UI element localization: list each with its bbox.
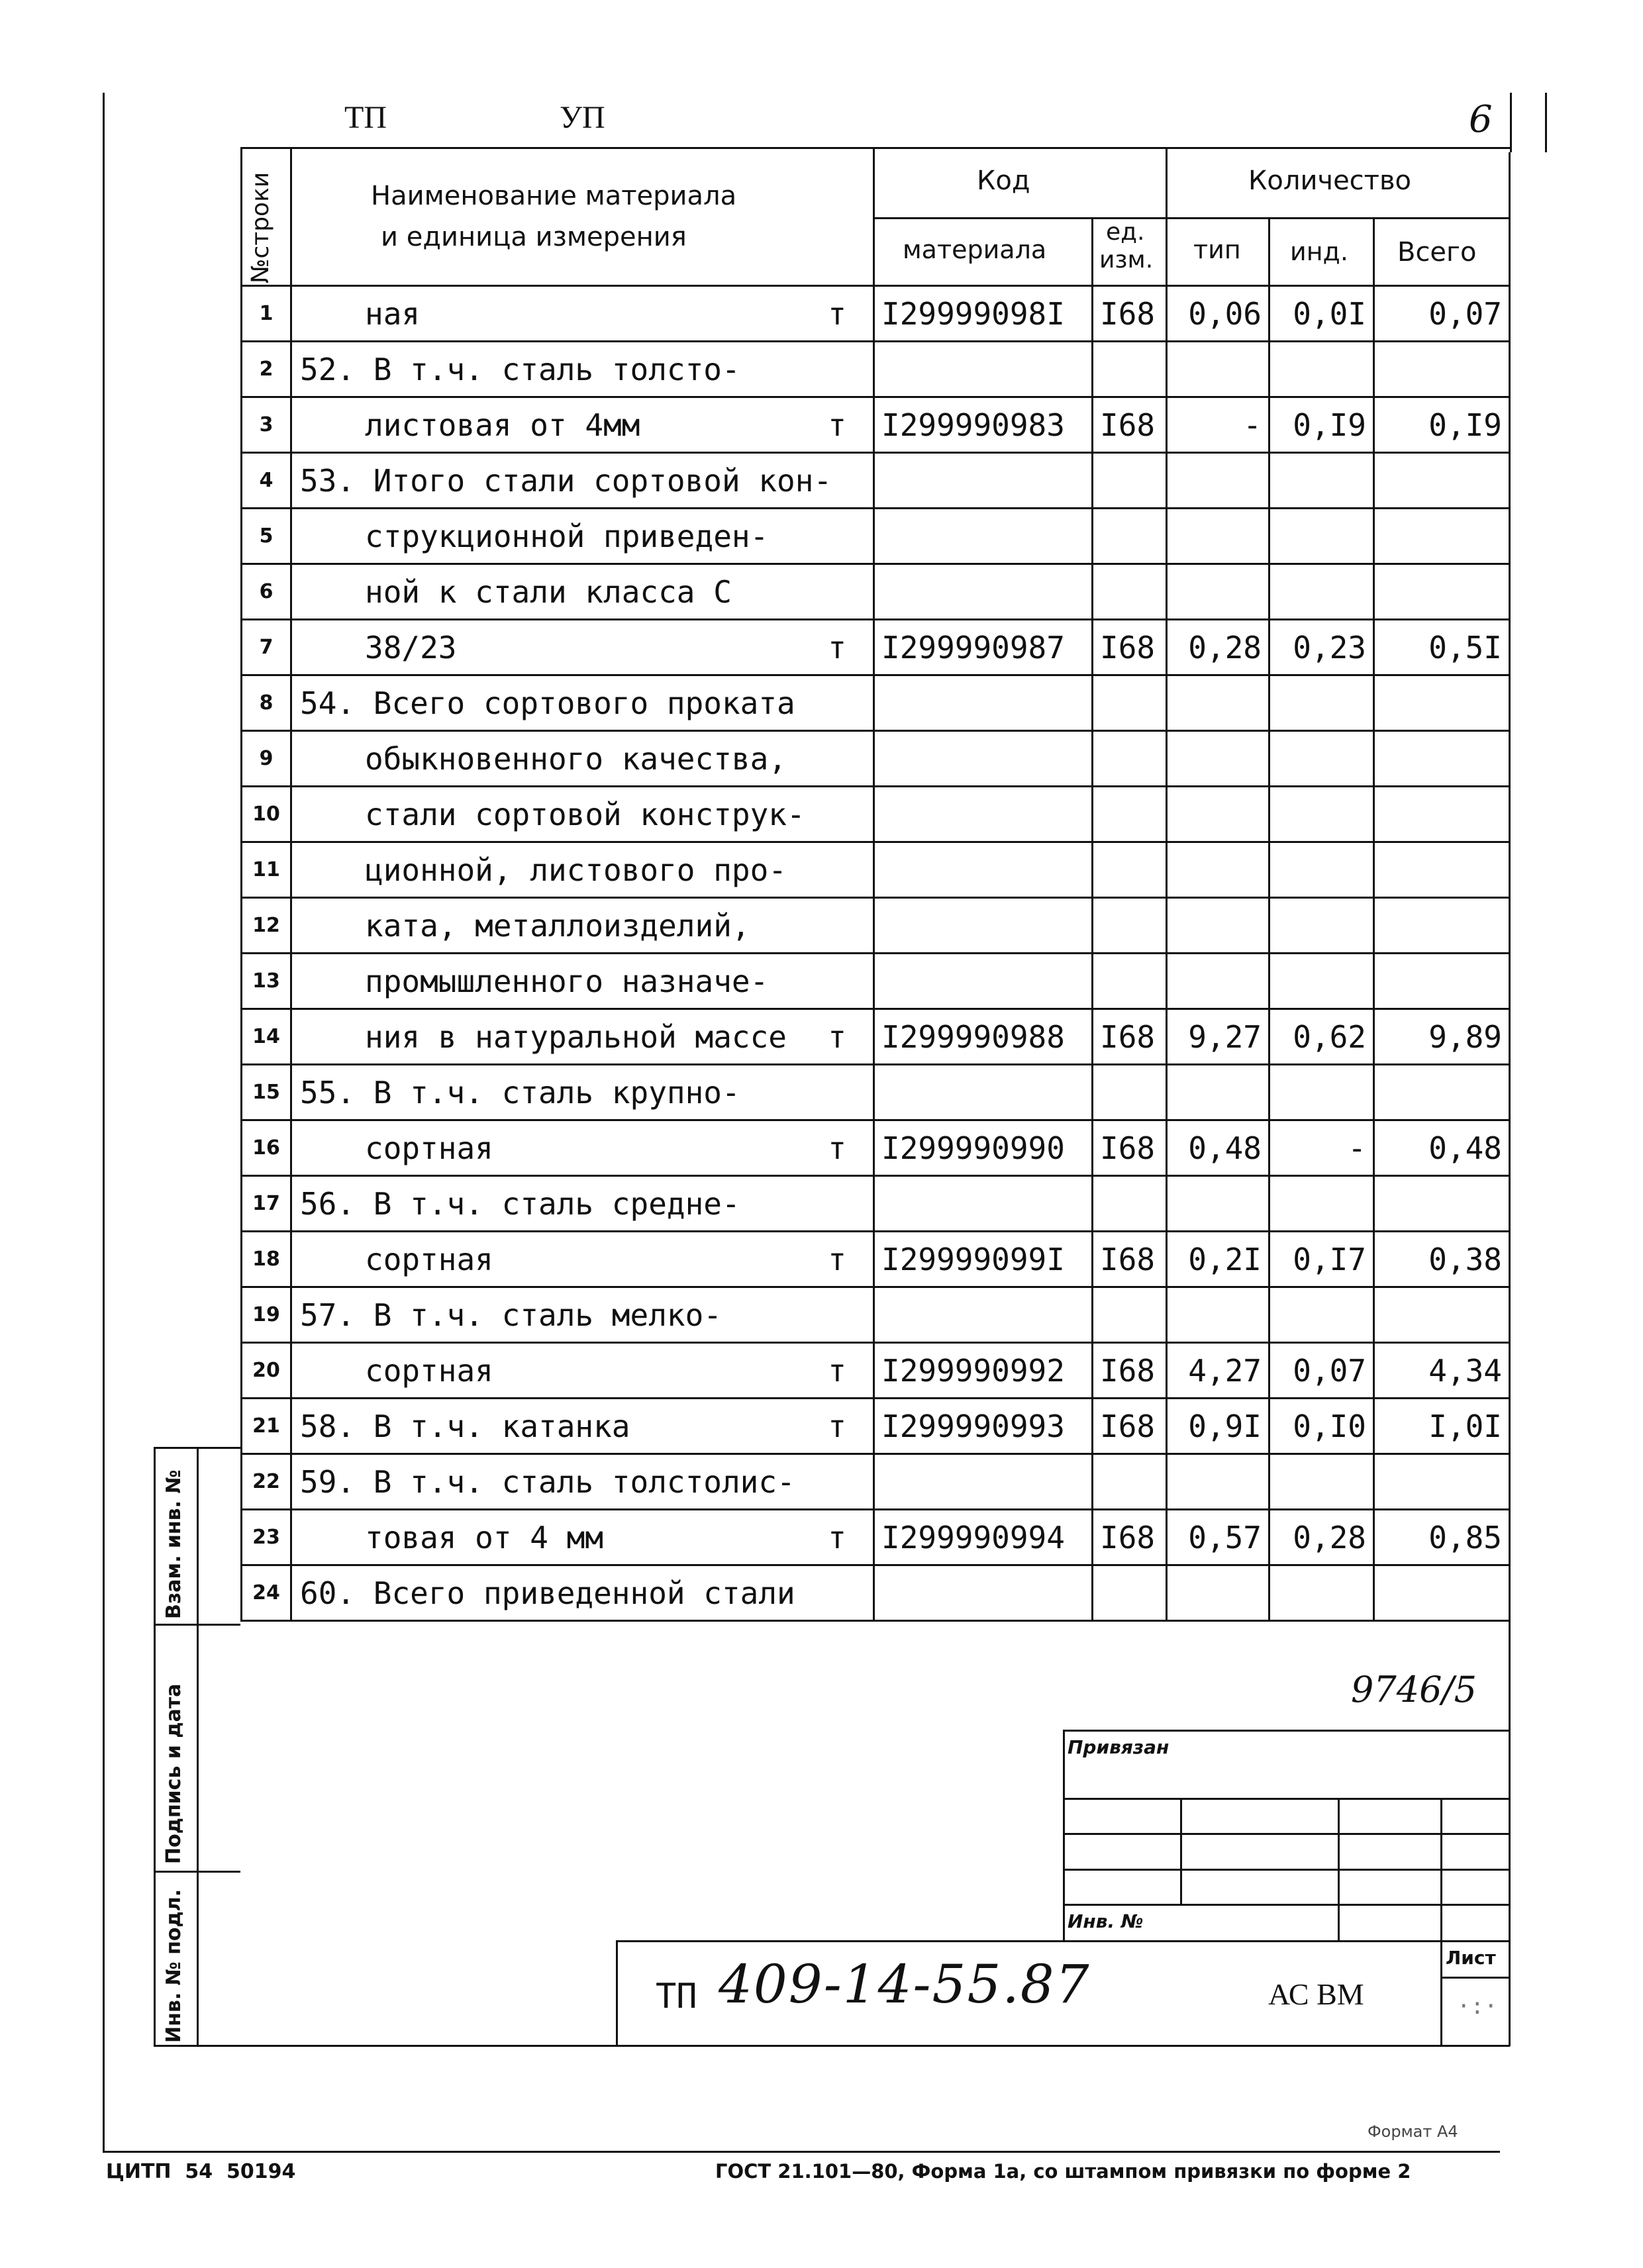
unit-code — [1093, 787, 1167, 842]
footer-right: ГОСТ 21.101—80, Форма 1а, со штампом привязки по форме 2 — [715, 2160, 1411, 2183]
unit-code — [1093, 731, 1167, 787]
qty-ind — [1270, 1176, 1374, 1232]
unit-code: I68 — [1093, 286, 1167, 342]
unit-code: I68 — [1093, 397, 1167, 453]
material-code — [874, 787, 1093, 842]
unit-code — [1093, 342, 1167, 397]
material-name: стали сортовой конструк- — [365, 796, 805, 832]
header-total: Всего — [1397, 237, 1477, 268]
unit-code — [1093, 509, 1167, 564]
unit-code — [1093, 1454, 1167, 1510]
material-name-cell — [291, 453, 874, 509]
row-number: 6 — [242, 564, 291, 620]
material-code: I299990994 — [874, 1510, 1093, 1565]
qty-typ — [1167, 342, 1270, 397]
material-name: сортная — [365, 1241, 493, 1277]
material-code — [874, 1565, 1093, 1621]
qty-typ: 0,9I — [1167, 1399, 1270, 1454]
material-name: 55. В т.ч. сталь крупно- — [300, 1074, 740, 1110]
material-code — [874, 1454, 1093, 1510]
material-code — [874, 842, 1093, 898]
material-name-cell — [291, 842, 874, 898]
qty-typ — [1167, 453, 1270, 509]
material-name: листовая от 4мм — [365, 407, 640, 443]
row-number: 12 — [242, 898, 291, 954]
side-block-mid — [197, 1447, 199, 2046]
left-frame-line — [103, 93, 105, 2152]
qty-ind — [1270, 675, 1374, 731]
qty-typ — [1167, 1287, 1270, 1343]
table-row — [242, 1287, 1510, 1343]
unit-code: I68 — [1093, 1343, 1167, 1399]
qty-total — [1374, 1565, 1510, 1621]
material-code — [874, 1287, 1093, 1343]
qty-typ — [1167, 564, 1270, 620]
table-row — [242, 787, 1510, 842]
material-name: 54. Всего сортового проката — [300, 685, 795, 721]
row-number: 8 — [242, 675, 291, 731]
material-name-cell — [291, 1232, 874, 1287]
material-name-cell — [291, 1009, 874, 1065]
qty-typ — [1167, 509, 1270, 564]
qty-total — [1374, 898, 1510, 954]
material-name: 60. Всего приведенной стали — [300, 1575, 795, 1611]
unit-code — [1093, 1065, 1167, 1120]
qty-total — [1374, 564, 1510, 620]
header-col-3 — [873, 147, 875, 286]
title-block-top — [616, 1940, 1510, 1942]
row-number: 19 — [242, 1287, 291, 1343]
table-row — [242, 397, 1510, 453]
header-col-6 — [1268, 217, 1270, 286]
qty-ind — [1270, 1565, 1374, 1621]
qty-total: 9,89 — [1374, 1009, 1510, 1065]
qty-typ — [1167, 1454, 1270, 1510]
vzam-inv-label: Взам. инв. № — [162, 1469, 185, 1619]
qty-total — [1374, 1176, 1510, 1232]
qty-ind — [1270, 453, 1374, 509]
side-block-left — [154, 1447, 156, 2046]
material-name-cell — [291, 342, 874, 397]
unit-code: I68 — [1093, 620, 1167, 675]
qty-total: 0,85 — [1374, 1510, 1510, 1565]
material-code: I299990992 — [874, 1343, 1093, 1399]
header-unit-line1: ед. — [1106, 219, 1145, 246]
header-code: Код — [977, 166, 1030, 196]
unit-code — [1093, 453, 1167, 509]
qty-typ — [1167, 1065, 1270, 1120]
material-name-cell — [291, 954, 874, 1009]
qty-typ: 0,28 — [1167, 620, 1270, 675]
table-row — [242, 675, 1510, 731]
unit-label: т — [828, 1130, 846, 1166]
row-number: 3 — [242, 397, 291, 453]
material-code — [874, 731, 1093, 787]
header-ind: инд. — [1290, 237, 1348, 266]
table-row — [242, 453, 1510, 509]
row-number: 2 — [242, 342, 291, 397]
row-number: 23 — [242, 1510, 291, 1565]
qty-typ: 0,57 — [1167, 1510, 1270, 1565]
row-number: 13 — [242, 954, 291, 1009]
material-name-cell — [291, 620, 874, 675]
material-code — [874, 342, 1093, 397]
sheet-box-mid — [1440, 1977, 1510, 1979]
material-name: 56. В т.ч. сталь средне- — [300, 1185, 740, 1222]
qty-typ — [1167, 1565, 1270, 1621]
material-name-cell — [291, 675, 874, 731]
header-col-1 — [240, 147, 242, 286]
row-number: 17 — [242, 1176, 291, 1232]
header-unit-line2: изм. — [1099, 246, 1154, 273]
material-name: обыкновенного качества, — [365, 740, 787, 777]
qty-ind: 0,I9 — [1270, 397, 1374, 453]
privyazan-row1 — [1063, 1798, 1510, 1800]
table-row — [242, 1399, 1510, 1454]
material-code: I299990988 — [874, 1009, 1093, 1065]
material-code: I29999098I — [874, 286, 1093, 342]
material-name: сортная — [365, 1352, 493, 1389]
table-row — [242, 954, 1510, 1009]
header-typ: тип — [1193, 235, 1241, 264]
unit-label: т — [828, 295, 846, 332]
doc-number: 409-14-55.87 — [719, 1953, 1091, 2015]
unit-code — [1093, 1176, 1167, 1232]
table-row — [242, 898, 1510, 954]
privyazan-col1 — [1180, 1798, 1182, 1904]
material-name: товая от 4 мм — [365, 1519, 604, 1555]
unit-label: т — [828, 1018, 846, 1055]
material-name: промышленного назначе- — [365, 963, 769, 999]
unit-code: I68 — [1093, 1232, 1167, 1287]
unit-code — [1093, 1287, 1167, 1343]
format-label: Формат А4 — [1368, 2122, 1458, 2141]
materials-table — [240, 285, 1511, 1622]
unit-code — [1093, 1565, 1167, 1621]
qty-total — [1374, 954, 1510, 1009]
privyazan-label: Привязан — [1068, 1736, 1170, 1758]
unit-label: т — [828, 629, 846, 666]
qty-typ — [1167, 787, 1270, 842]
material-name-cell — [291, 564, 874, 620]
side-block-bottom — [154, 2045, 1510, 2047]
unit-label: т — [828, 1408, 846, 1444]
privyazan-box-left — [1063, 1730, 1065, 1942]
table-row — [242, 286, 1510, 342]
qty-total — [1374, 842, 1510, 898]
qty-total: 0,38 — [1374, 1232, 1510, 1287]
sheet-value: ·:· — [1457, 1993, 1498, 2020]
qty-ind — [1270, 1287, 1374, 1343]
qty-typ: 4,27 — [1167, 1343, 1270, 1399]
material-name: струкционной приведен- — [365, 518, 769, 554]
table-row — [242, 1510, 1510, 1565]
qty-total — [1374, 1065, 1510, 1120]
material-name: ной к стали класса С — [365, 573, 732, 610]
page-mark: 6 — [1469, 98, 1493, 141]
material-name: ная — [365, 295, 421, 332]
material-name: 52. В т.ч. сталь толсто- — [300, 351, 740, 387]
qty-ind: 0,07 — [1270, 1343, 1374, 1399]
header-col-5 — [1166, 147, 1168, 286]
qty-total: 0,5I — [1374, 620, 1510, 675]
header-quantity: Количество — [1248, 166, 1412, 196]
row-number: 21 — [242, 1399, 291, 1454]
table-row — [242, 731, 1510, 787]
qty-ind: 0,0I — [1270, 286, 1374, 342]
privyazan-box-top — [1063, 1730, 1510, 1732]
header-col-4 — [1091, 217, 1093, 286]
top-right-frame-line-2 — [1545, 93, 1547, 152]
qty-ind: 0,I0 — [1270, 1399, 1374, 1454]
table-row — [242, 564, 1510, 620]
material-code: I299990990 — [874, 1120, 1093, 1176]
row-number: 14 — [242, 1009, 291, 1065]
qty-typ: - — [1167, 397, 1270, 453]
material-code — [874, 564, 1093, 620]
qty-ind — [1270, 787, 1374, 842]
material-name: ния в натуральной массе — [365, 1018, 787, 1055]
qty-total — [1374, 675, 1510, 731]
inv-no-label: Инв. № — [1068, 1910, 1144, 1932]
qty-ind: 0,62 — [1270, 1009, 1374, 1065]
header-up-tag: УП — [560, 100, 605, 135]
unit-code — [1093, 898, 1167, 954]
qty-typ: 0,2I — [1167, 1232, 1270, 1287]
row-number: 7 — [242, 620, 291, 675]
material-name-cell — [291, 1399, 874, 1454]
row-number: 5 — [242, 509, 291, 564]
qty-ind — [1270, 731, 1374, 787]
qty-total: I,0I — [1374, 1399, 1510, 1454]
material-code: I299990983 — [874, 397, 1093, 453]
podpis-data-label: Подпись и дата — [162, 1683, 185, 1864]
material-name-cell — [291, 1065, 874, 1120]
qty-typ: 9,27 — [1167, 1009, 1270, 1065]
doc-suffix: АС ВМ — [1268, 1977, 1364, 2011]
table-row — [242, 842, 1510, 898]
material-name-cell — [291, 1343, 874, 1399]
qty-typ — [1167, 1176, 1270, 1232]
sheet-label: Лист — [1446, 1947, 1496, 1969]
unit-code — [1093, 564, 1167, 620]
inv-podl-label: Инв. № подл. — [162, 1889, 185, 2043]
material-code: I299990993 — [874, 1399, 1093, 1454]
table-row — [242, 1232, 1510, 1287]
material-code — [874, 675, 1093, 731]
qty-total — [1374, 1287, 1510, 1343]
qty-total — [1374, 509, 1510, 564]
qty-typ — [1167, 842, 1270, 898]
qty-ind — [1270, 1065, 1374, 1120]
unit-label: т — [828, 1352, 846, 1389]
title-block-left — [616, 1940, 618, 2046]
header-name-line2: и единица измерения — [381, 222, 687, 252]
material-name-cell — [291, 397, 874, 453]
material-code — [874, 509, 1093, 564]
material-name-cell — [291, 787, 874, 842]
row-number: 24 — [242, 1565, 291, 1621]
privyazan-row2 — [1063, 1833, 1510, 1835]
side-block-div1 — [154, 1624, 240, 1626]
qty-ind — [1270, 1454, 1374, 1510]
unit-code: I68 — [1093, 1009, 1167, 1065]
qty-ind — [1270, 564, 1374, 620]
qty-total — [1374, 342, 1510, 397]
privyazan-row3 — [1063, 1869, 1510, 1871]
material-name-cell — [291, 286, 874, 342]
qty-typ — [1167, 731, 1270, 787]
qty-typ — [1167, 675, 1270, 731]
header-name-line1: Наименование материала — [371, 181, 737, 211]
privyazan-row4 — [1063, 1904, 1510, 1906]
material-name: 53. Итого стали сортовой кон- — [300, 462, 832, 499]
row-number: 15 — [242, 1065, 291, 1120]
material-name: 38/23 — [365, 629, 457, 666]
row-number: 22 — [242, 1454, 291, 1510]
unit-code: I68 — [1093, 1120, 1167, 1176]
header-col-7 — [1373, 217, 1375, 286]
material-code — [874, 898, 1093, 954]
unit-code — [1093, 675, 1167, 731]
row-number: 16 — [242, 1120, 291, 1176]
material-name: ционной, листового про- — [365, 852, 787, 888]
qty-typ — [1167, 954, 1270, 1009]
qty-typ — [1167, 898, 1270, 954]
material-name-cell — [291, 1287, 874, 1343]
side-block-top — [154, 1447, 240, 1449]
material-name: 57. В т.ч. сталь мелко- — [300, 1297, 722, 1333]
qty-ind: 0,I7 — [1270, 1232, 1374, 1287]
top-right-frame-line — [1510, 93, 1512, 152]
material-code: I29999099I — [874, 1232, 1093, 1287]
material-name-cell — [291, 1120, 874, 1176]
bottom-frame-line — [103, 2151, 1500, 2153]
material-code — [874, 453, 1093, 509]
material-name-cell — [291, 509, 874, 564]
qty-ind — [1270, 898, 1374, 954]
header-material: материала — [903, 235, 1047, 264]
table-row — [242, 1065, 1510, 1120]
qty-total: 4,34 — [1374, 1343, 1510, 1399]
qty-ind — [1270, 842, 1374, 898]
unit-code — [1093, 954, 1167, 1009]
material-name-cell — [291, 1565, 874, 1621]
table-row — [242, 342, 1510, 397]
side-block-div2 — [154, 1871, 240, 1873]
qty-total — [1374, 787, 1510, 842]
material-name-cell — [291, 1176, 874, 1232]
row-number: 11 — [242, 842, 291, 898]
header-mid-line — [873, 217, 1511, 219]
header-row-no-label: №строки — [247, 172, 274, 283]
material-name-cell — [291, 898, 874, 954]
qty-total — [1374, 1454, 1510, 1510]
qty-total: 0,07 — [1374, 286, 1510, 342]
material-name: ката, металлоизделий, — [365, 907, 750, 944]
unit-code: I68 — [1093, 1510, 1167, 1565]
table-row — [242, 1343, 1510, 1399]
privyazan-col3 — [1440, 1798, 1442, 2045]
unit-label: т — [828, 1241, 846, 1277]
row-number: 18 — [242, 1232, 291, 1287]
table-row — [242, 1454, 1510, 1510]
qty-total — [1374, 731, 1510, 787]
material-code — [874, 1176, 1093, 1232]
table-row — [242, 1009, 1510, 1065]
qty-total: 0,I9 — [1374, 397, 1510, 453]
qty-typ: 0,06 — [1167, 286, 1270, 342]
qty-ind — [1270, 509, 1374, 564]
qty-total: 0,48 — [1374, 1120, 1510, 1176]
header-tp-tag: ТП — [344, 100, 387, 135]
qty-ind — [1270, 954, 1374, 1009]
table-row — [242, 1176, 1510, 1232]
header-top-line — [240, 147, 1511, 149]
row-number: 1 — [242, 286, 291, 342]
qty-ind: - — [1270, 1120, 1374, 1176]
doc-prefix: ТП — [656, 1977, 697, 2016]
material-code: I299990987 — [874, 620, 1093, 675]
qty-ind: 0,28 — [1270, 1510, 1374, 1565]
row-number: 4 — [242, 453, 291, 509]
material-name-cell — [291, 731, 874, 787]
table-row — [242, 1120, 1510, 1176]
table-row — [242, 509, 1510, 564]
qty-ind — [1270, 342, 1374, 397]
row-number: 20 — [242, 1343, 291, 1399]
material-name: сортная — [365, 1130, 493, 1166]
material-code — [874, 954, 1093, 1009]
handwritten-number: 9746/5 — [1351, 1669, 1477, 1710]
unit-code — [1093, 842, 1167, 898]
qty-ind: 0,23 — [1270, 620, 1374, 675]
row-number: 9 — [242, 731, 291, 787]
qty-total — [1374, 453, 1510, 509]
privyazan-col2 — [1338, 1798, 1340, 1942]
unit-label: т — [828, 1519, 846, 1555]
material-name-cell — [291, 1510, 874, 1565]
header-col-2 — [290, 147, 292, 286]
material-name: 58. В т.ч. катанка — [300, 1408, 630, 1444]
qty-typ: 0,48 — [1167, 1120, 1270, 1176]
material-code — [874, 1065, 1093, 1120]
material-name-cell — [291, 1454, 874, 1510]
material-name: 59. В т.ч. сталь толстолис- — [300, 1463, 795, 1500]
table-row — [242, 1565, 1510, 1621]
footer-left: ЦИТП 54 50194 — [106, 2160, 296, 2183]
table-row — [242, 620, 1510, 675]
row-number: 10 — [242, 787, 291, 842]
unit-code: I68 — [1093, 1399, 1167, 1454]
unit-label: т — [828, 407, 846, 443]
